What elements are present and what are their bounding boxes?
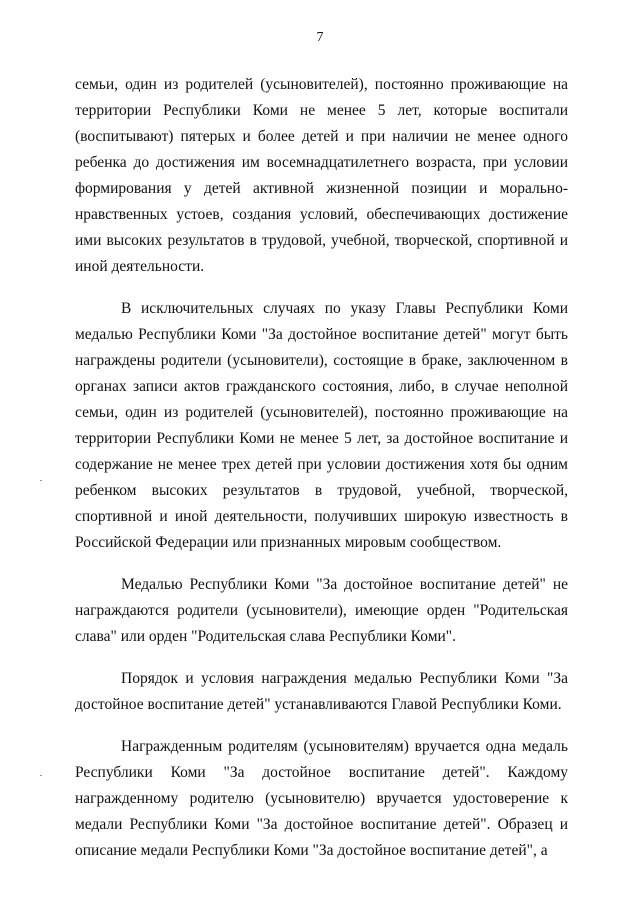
scan-artifact bbox=[40, 775, 42, 776]
paragraph-presentation: Награжденным родителям (усыновителям) вручается одна медаль Республики Коми "За достойное воспитание детей". Каждому награжденному родителю (усыновителю) вручается удостоверение к медали Республики Коми "За достойное воспитание детей". Образец и описание медали Республики Коми "За достойное воспитание детей", а bbox=[75, 738, 568, 859]
paragraph-exceptional-cases: В исключительных случаях по указу Главы Республики Коми медалью Республики Коми "За достойное воспитание детей" могут быть награждены родители (усыновители), состоящие в браке, заключенном в органах записи актов гражданского состояния, либо, в случае неполной семьи, один из родителей (усыновителей), постоянно проживающие на территории Республики Коми не менее 5 лет, за достойное воспитание и содержание не менее трех детей при условии достижения хотя бы одним ребенком высоких результатов в трудовой, учебной, творческой, спортивной и иной деятельности, получивших широкую известность в Российской Федерации или признанных мировым сообществом. bbox=[75, 300, 568, 551]
document-body bbox=[75, 72, 568, 880]
page-number: 7 bbox=[316, 30, 324, 45]
scan-artifact bbox=[40, 480, 42, 481]
paragraph-procedure: Порядок и условия награждения медалью Республики Коми "За достойное воспитание детей" устанавливаются Главой Республики Коми. bbox=[75, 670, 568, 713]
paragraph-continuation: семьи, один из родителей (усыновителей), постоянно проживающие на территории Республики Коми не менее 5 лет, которые воспитали (воспитывают) пятерых и более детей и при наличии не менее одного ребенка до достижения им восемнадцатилетнего возраста, при условии формирования у детей активной жизненной позиции и морально-нравственных устоев, создания условий, обеспечивающих достижение ими высоких результатов в трудовой, учебной, творческой, спортивной и иной деятельности. bbox=[75, 76, 568, 275]
paragraph-not-awarded: Медалью Республики Коми "За достойное воспитание детей" не награждаются родители (усыновители), имеющие орден "Родительская слава" или орден "Родительская слава Республики Коми". bbox=[75, 576, 568, 645]
